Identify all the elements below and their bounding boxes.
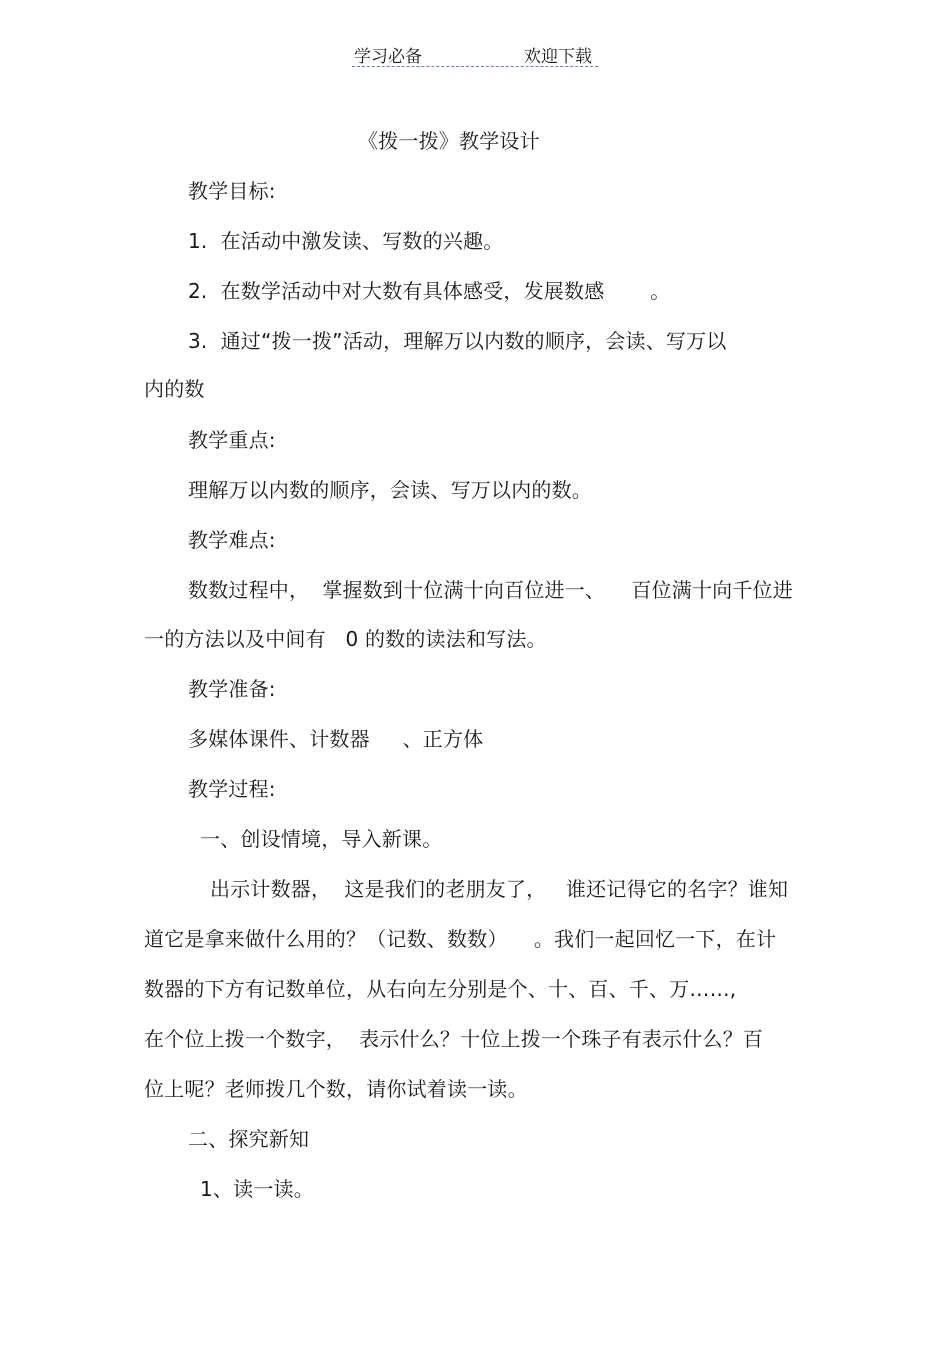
section-heading-2: 二、探究新知: [188, 1127, 310, 1151]
key-points-text: 理解万以内数的顺序，会读、写万以内的数。: [188, 478, 592, 502]
subsection-heading-1: 1、读一读。: [200, 1177, 314, 1201]
key-points-heading: 教学重点:: [188, 428, 276, 452]
paragraph-line-2: 道它是拿来做什么用的？（记数、数数） 。我们一起回忆一下，在计: [144, 927, 777, 951]
difficulty-heading: 教学难点:: [188, 528, 276, 552]
paragraph-line-4: 在个位上拨一个数字， 表示什么？十位上拨一个珠子有表示什么？百: [144, 1027, 764, 1051]
difficulty-text-line2: 一的方法以及中间有 0 的数的读法和写法。: [144, 627, 547, 651]
goal-item-1: 1. 在活动中激发读、写数的兴趣。: [188, 229, 504, 253]
process-heading: 教学过程:: [188, 777, 276, 801]
header-right-text: 欢迎下载: [524, 47, 592, 67]
page-header: [352, 40, 598, 67]
goal-item-3-line2: 内的数: [144, 377, 205, 401]
document-title: 《拨一拨》教学设计: [358, 129, 540, 153]
goal-item-2: 2. 在数学活动中对大数有具体感受，发展数感 。: [188, 279, 671, 303]
section-heading-1: 一、创设情境，导入新课。: [200, 827, 443, 851]
paragraph-line-1: 出示计数器， 这是我们的老朋友了， 谁还记得它的名字？谁知: [210, 877, 789, 901]
paragraph-line-3: 数器的下方有记数单位，从右向左分别是个、十、百、千、万……,: [144, 977, 737, 1001]
preparation-heading: 教学准备:: [188, 677, 276, 701]
goals-heading: 教学目标:: [188, 179, 276, 203]
goal-item-3-line1: 3. 通过“拨一拨”活动，理解万以内数的顺序，会读、写万以: [188, 329, 727, 353]
difficulty-text-line1: 数数过程中， 掌握数到十位满十向百位进一、 百位满十向千位进: [188, 578, 793, 602]
preparation-text: 多媒体课件、计数器 、正方体: [188, 727, 484, 751]
header-left-text: 学习必备: [354, 47, 422, 67]
paragraph-line-5: 位上呢？老师拨几个数，请你试着读一读。: [144, 1077, 528, 1101]
